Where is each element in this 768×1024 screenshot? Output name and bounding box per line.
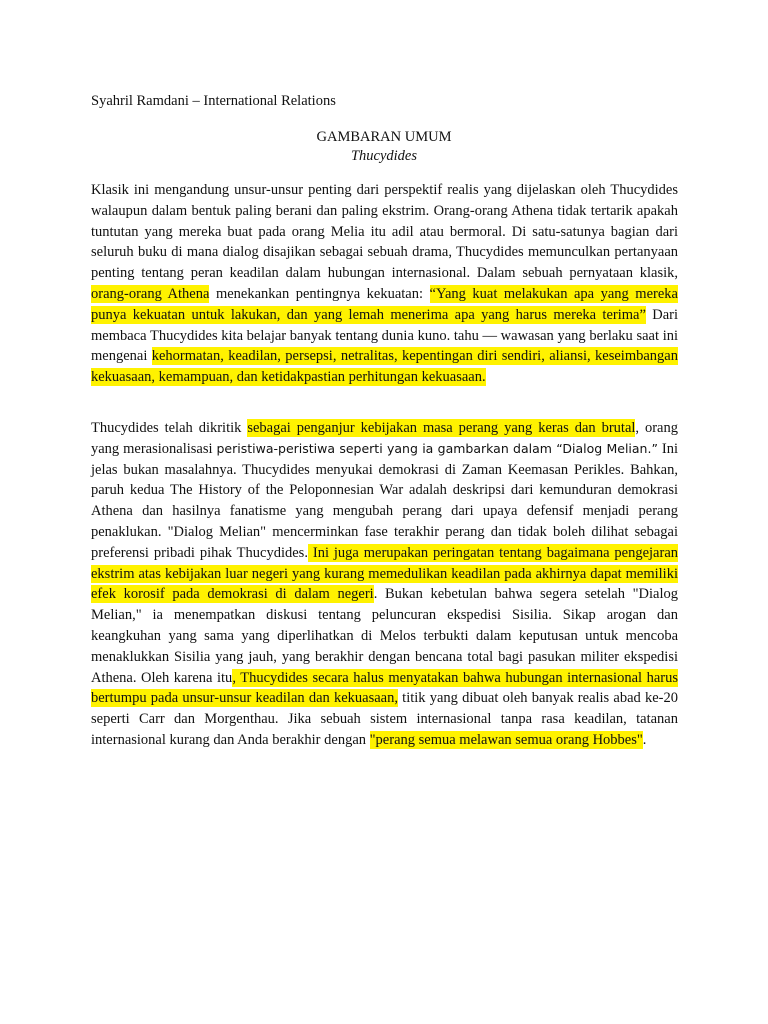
highlight-justice-power: , Thucydides secara halus menyatakan bahwa hubungan internasional harus bertumpu pada unsur-unsur keadilan dan kekuasaan, — [91, 669, 678, 707]
paragraph-1-text: Klasik ini mengandung unsur-unsur penting dari perspektif realis yang dijelaskan oleh Thucydides walaupun dalam bentuk paling berani dan paling ekstrim. Orang-orang Athena tidak tertarik apakah tuntutan yang mereka buat pada orang Melia itu adil atau bermoral. Di satu-satunya bagian dari seluruh buku di mana dialog disajikan sebagai sebuah drama, Thucydides memunculkan pertanyaan penting tentang peran keadilan dalam hubungan internasional. Dalam sebuah pernyataan klasik, — [91, 182, 678, 282]
paragraph-2-text: , orang yang merasionalisasi — [91, 420, 678, 457]
paragraph-2-text: Ini jelas bukan masalahnya. Thucydides menyukai demokrasi di Zaman Keemasan Perikles. Bahkan, paruh kedua The History of the Peloponnesian War adalah deskripsi dari kemunduran demokrasi Athena dan hasilnya fanatisme yang mengubah perang dari upaya defensif menjadi perang penaklukan. "Dialog Melian" mencerminkan fase terakhir perang dan tidak boleh dilihat sebagai preferensi pribadi pihak Thucydides. — [91, 440, 679, 561]
highlight-hobbes: "perang semua melawan semua orang Hobbes" — [369, 731, 643, 748]
paragraph-2-text: titik yang dibuat oleh banyak realis abad ke-20 seperti Carr dan Morgenthau. Jika sebuah sistem internasional tanpa rasa keadilan, tatanan internasional kurang dan Anda berakhir dengan — [91, 690, 678, 748]
author-line: Syahril Ramdani – International Relations — [91, 93, 336, 109]
paragraph-1-text: Dari membaca Thucydides kita belajar banyak tentang dunia kuno. tahu — wawasan yang berlaku saat ini mengenai — [91, 306, 679, 365]
document-title: GAMBARAN UMUM — [316, 129, 452, 145]
paragraph-1-text: menekankan pentingnya kekuatan: — [209, 285, 430, 302]
paragraph-2 — [91, 418, 678, 751]
paragraph-2-text-alt-font: peristiwa-peristiwa seperti yang ia gambarkan dalam “Dialog Melian.” — [216, 440, 658, 456]
paragraph-1 — [91, 180, 678, 388]
paragraph-2-text: . Bukan kebetulan bahwa segera setelah "Dialog Melian," ia menempatkan diskusi tentang peluncuran ekspedisi Sisilia. Sikap arogan dan keangkuhan yang sama yang diperlihatkan di Melos terbukti dalam keputusan untuk mencoba menaklukkan Sisilia yang jauh, yang berakhir dengan bencana total bagi pasukan militer ekspedisi Athena. Oleh karena itu — [91, 586, 678, 686]
paragraph-2-text: . — [642, 731, 647, 748]
highlight-harsh-policy: sebagai penganjur kebijakan masa perang yang keras dan brutal — [247, 420, 636, 436]
highlight-athenians: orang-orang Athena — [91, 285, 210, 302]
document-subtitle: Thucydides — [350, 148, 418, 164]
highlight-insights-list: kehormatan, keadilan, persepsi, netralitas, kepentingan diri sendiri, aliansi, keseimbangan kekuasaan, kemampuan, dan ketidakpastian perhitungan kekuasaan. — [91, 348, 678, 386]
paragraph-2-text: Thucydides telah dikritik — [91, 420, 248, 436]
highlight-warning: Ini juga merupakan peringatan tentang bagaimana pengejaran ekstrim atas kebijakan luar negeri yang kurang memedulikan keadilan pada akhirnya dapat memiliki efek korosif pada demokrasi di dalam negeri — [91, 544, 679, 603]
highlight-strong-quote: “Yang kuat melakukan apa yang mereka punya kekuatan untuk lakukan, dan yang lemah menerima apa yang harus mereka terima” — [91, 285, 678, 323]
